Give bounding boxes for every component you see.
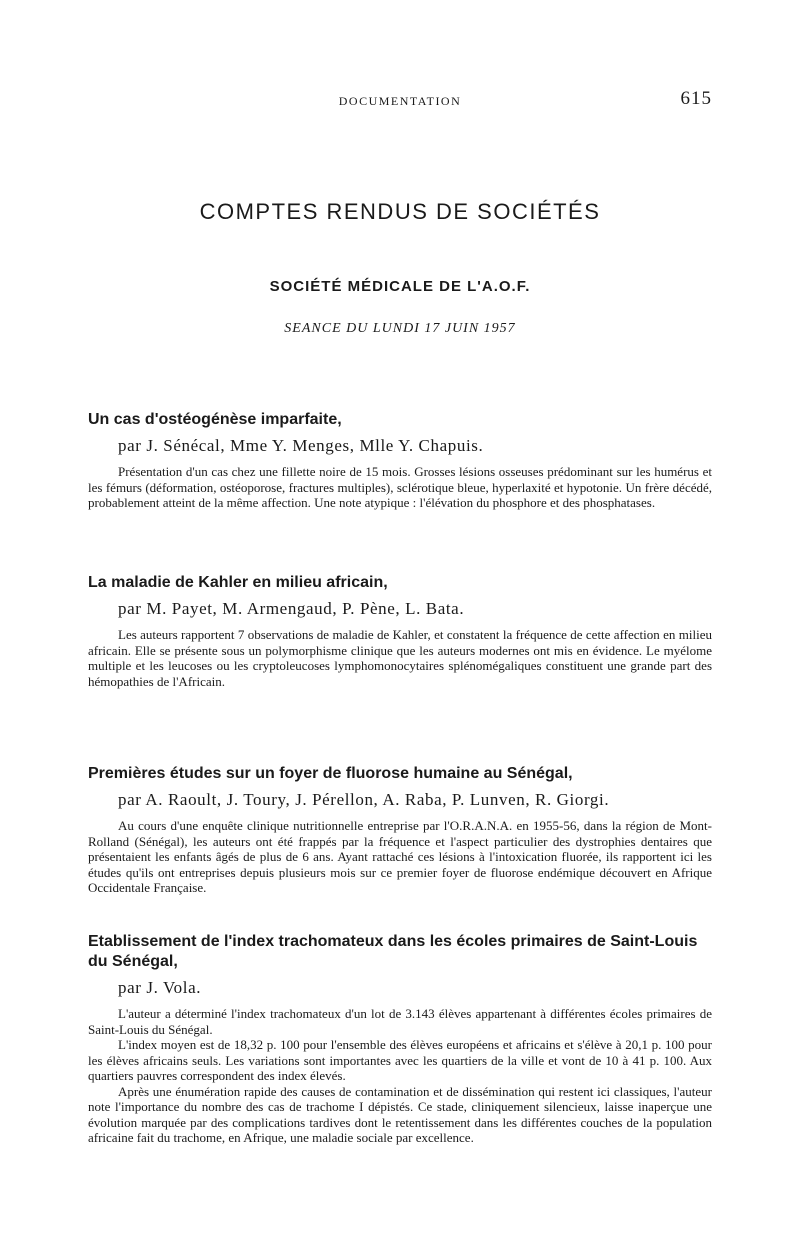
page-number: 615 bbox=[680, 88, 712, 109]
article-authors: par M. Payet, M. Armengaud, P. Pène, L. Bata. bbox=[118, 599, 465, 618]
article-title: Un cas d'ostéogénèse imparfaite, bbox=[88, 411, 342, 428]
article-title: Premières études sur un foyer de fluorose humaine au Sénégal, bbox=[88, 765, 573, 782]
article-paragraph: Au cours d'une enquête clinique nutritionnelle entreprise par l'O.R.A.N.A. en 1955-56, dans la région de Mont-Rolland (Sénégal), les auteurs ont été frappés par la fréquence et l'aspect particulier des dystrophies dentaires que présentaient les enfants âgés de plus de 6 ans. Ayant rattaché ces lésions à l'intoxication fluorée, ils rapportent ici les études qu'ils ont entreprises depuis plusieurs mois sur ce premier foyer de fluorose endémique découvert en Afrique Occidentale Française. bbox=[88, 818, 712, 895]
article-fluorose bbox=[88, 764, 712, 896]
article-body bbox=[88, 627, 712, 689]
article-trachome bbox=[88, 932, 712, 1146]
article-paragraph: Présentation d'un cas chez une fillette noire de 15 mois. Grosses lésions osseuses prédominant sur les humérus et les fémurs (déformation, ostéoporose, fractures multiples), sclérotique bleue, hyperlaxité et hypotonie. Un frère décédé, probablement atteint de la même affection. Une note atypique : l'élévation du phosphore et des phosphatases. bbox=[88, 464, 712, 510]
article-paragraph: Après une énumération rapide des causes de contamination et de dissémination qui restent ici classiques, l'auteur note l'importance du nombre des cas de trachome I dépistés. Ce stade, cliniquement silencieux, laisse inaperçue une évolution marquée par des complications tardives dont le retentissement dans les différentes couches de la population africaine fait du trachome, en Afrique, une maladie sociale par excellence. bbox=[88, 1083, 712, 1145]
article-authors: par J. Sénécal, Mme Y. Menges, Mlle Y. Chapuis. bbox=[118, 436, 484, 455]
main-title: COMPTES RENDUS DE SOCIÉTÉS bbox=[199, 199, 601, 224]
article-kahler bbox=[88, 573, 712, 689]
session-date: SEANCE DU LUNDI 17 JUIN 1957 bbox=[284, 321, 516, 336]
society-heading: SOCIÉTÉ MÉDICALE DE L'A.O.F. bbox=[269, 278, 531, 295]
article-authors: par J. Vola. bbox=[118, 978, 202, 997]
article-title: La maladie de Kahler en milieu africain, bbox=[88, 574, 388, 591]
article-authors: par A. Raoult, J. Toury, J. Pérellon, A. Raba, P. Lunven, R. Giorgi. bbox=[118, 790, 610, 809]
article-title: Etablissement de l'index trachomateux dans les écoles primaires de Saint-Louis du Sénégal, bbox=[88, 933, 698, 970]
article-body bbox=[88, 1006, 712, 1146]
article-body bbox=[88, 818, 712, 896]
article-paragraph: L'auteur a déterminé l'index trachomateux d'un lot de 3.143 élèves appartenant à différentes écoles primaires de Saint-Louis du Sénégal. bbox=[88, 1006, 712, 1037]
article-paragraph: L'index moyen est de 18,32 p. 100 pour l'ensemble des élèves européens et africains et s'élève à 20,1 p. 100 pour les élèves africains seuls. Les variations sont importantes avec les quartiers de la ville et vont de 10 à 41 p. 100. Aux quartiers pauvres correspondent des index élevés. bbox=[88, 1037, 712, 1083]
article-osteogenese bbox=[88, 410, 712, 511]
running-title: DOCUMENTATION bbox=[338, 94, 462, 108]
article-body bbox=[88, 464, 712, 511]
running-header bbox=[0, 88, 800, 112]
article-paragraph: Les auteurs rapportent 7 observations de maladie de Kahler, et constatent la fréquence de cette affection en milieu africain. Elle se présente sous un polymorphisme clinique que les auteurs modernes ont mis en évidence. Le myélome multiple et les leucoses ou les cryptoleucoses lymphomonocytaires splénomégaliques constituent une grande part des hémopathies de l'Africain. bbox=[88, 627, 712, 689]
